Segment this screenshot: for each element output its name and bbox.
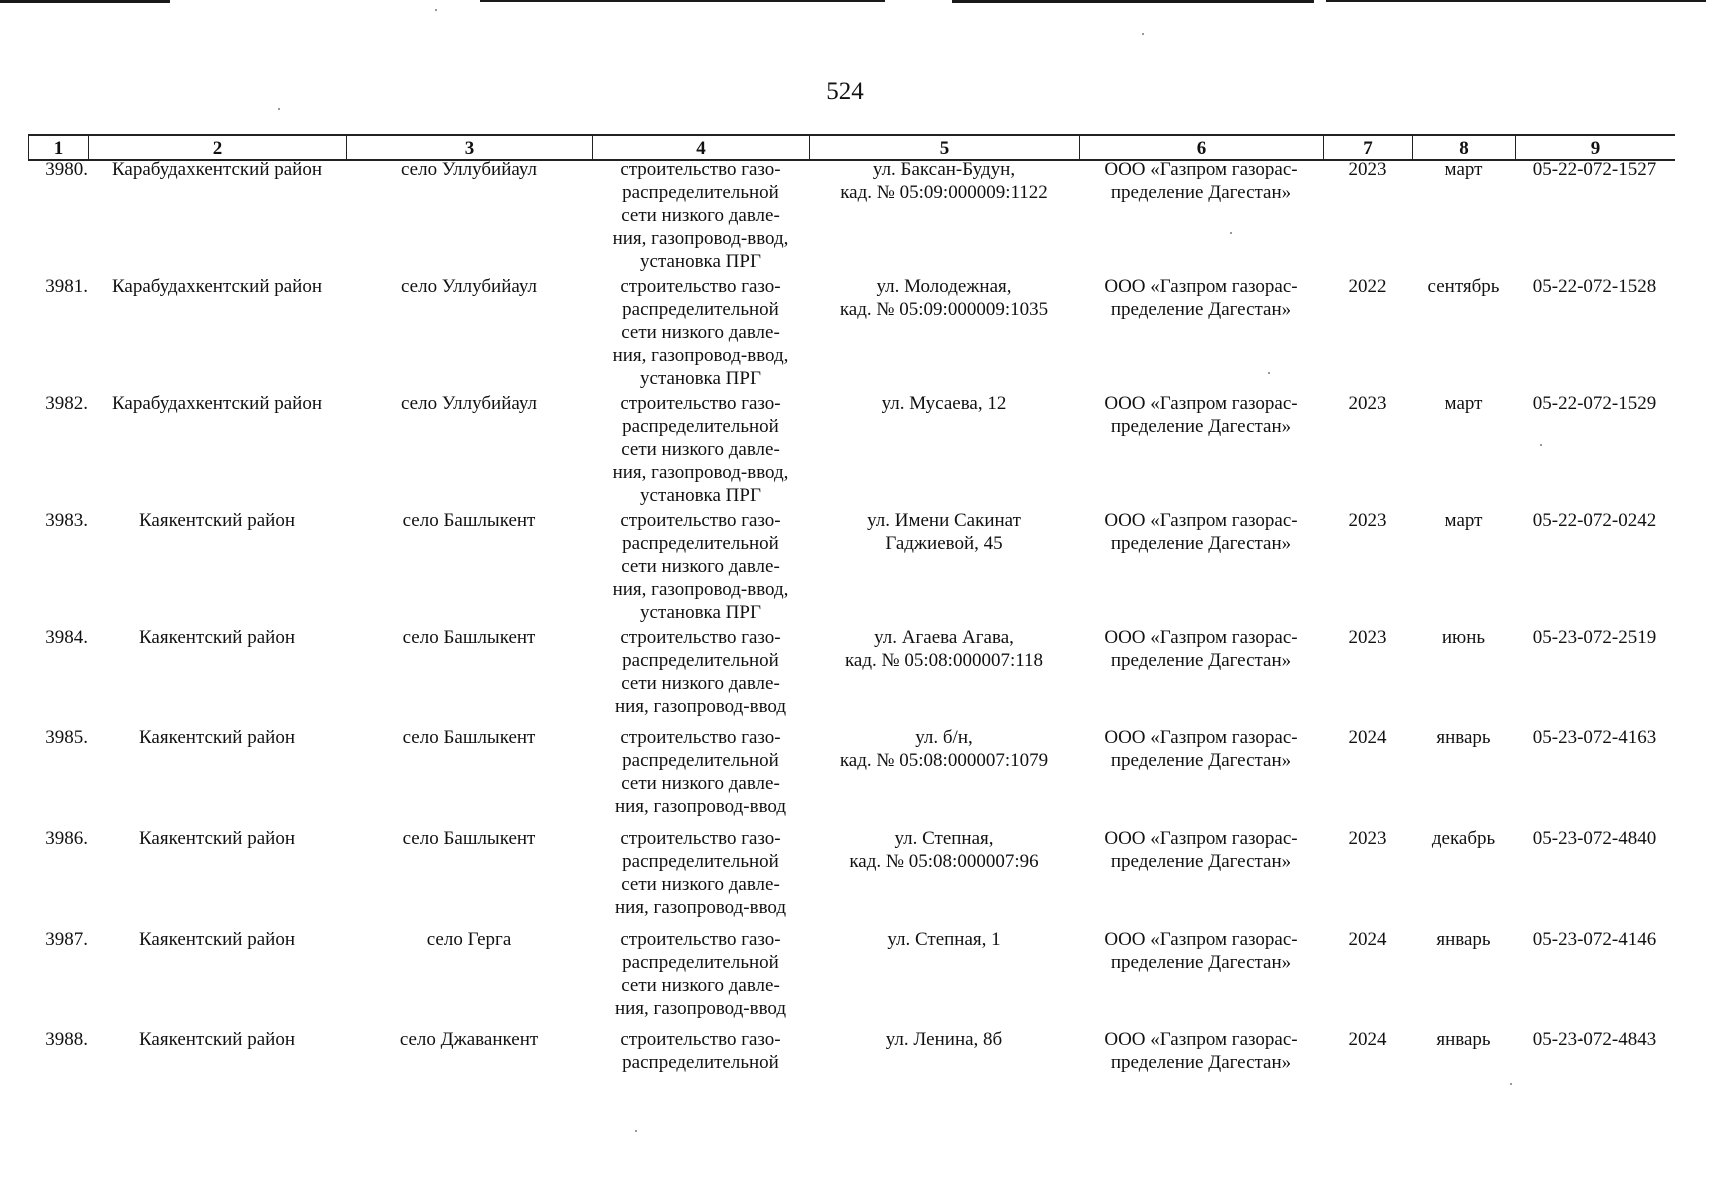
text-line: ул. Степная, bbox=[894, 828, 994, 849]
registry-code: 05-23-072-4843 bbox=[1532, 1029, 1657, 1050]
text-line: строительство газо- bbox=[620, 276, 781, 297]
text-line: пределение Дагестан» bbox=[1110, 650, 1292, 671]
text-line: ул. б/н, bbox=[915, 727, 973, 748]
registry-code: 05-22-072-1527 bbox=[1532, 159, 1657, 180]
scan-speck bbox=[1268, 372, 1270, 374]
year: 2024 bbox=[1348, 1029, 1387, 1050]
scan-speck bbox=[1230, 232, 1232, 234]
text-line: кад. № 05:09:000009:1035 bbox=[839, 299, 1049, 320]
text-line: ООО «Газпром газорас- bbox=[1104, 727, 1298, 748]
table-header bbox=[28, 134, 1675, 161]
month: январь bbox=[1436, 929, 1491, 950]
settlement: село Башлыкент bbox=[402, 627, 536, 648]
text-line: ул. Ленина, 8б bbox=[885, 1029, 1003, 1050]
text-line: установка ПРГ bbox=[640, 368, 761, 389]
organization bbox=[1079, 928, 1323, 974]
text-line: ул. Имени Сакинат bbox=[867, 510, 1021, 531]
text-line: пределение Дагестан» bbox=[1110, 952, 1292, 973]
scan-edge-mark bbox=[1326, 0, 1706, 2]
text-line: сети низкого давле- bbox=[621, 975, 780, 996]
text-line: кад. № 05:08:000007:118 bbox=[844, 650, 1044, 671]
scan-edge-mark bbox=[480, 0, 885, 2]
organization bbox=[1079, 392, 1323, 438]
address bbox=[809, 827, 1079, 873]
district: Карабудахкентский район bbox=[111, 159, 323, 180]
text-line: распределительной bbox=[622, 952, 779, 973]
address bbox=[809, 726, 1079, 772]
text-line: строительство газо- bbox=[620, 828, 781, 849]
text-line: сети низкого давле- bbox=[621, 773, 780, 794]
scan-speck bbox=[1142, 33, 1144, 35]
column-header-3: 3 bbox=[347, 136, 593, 159]
scan-edge-mark bbox=[0, 0, 170, 3]
work-description bbox=[592, 726, 809, 818]
text-line: сети низкого давле- bbox=[621, 439, 780, 460]
text-line: пределение Дагестан» bbox=[1110, 750, 1292, 771]
row-number: 3985. bbox=[45, 727, 88, 748]
address bbox=[809, 509, 1079, 555]
row-number: 3987. bbox=[45, 929, 88, 950]
text-line: сети низкого давле- bbox=[621, 556, 780, 577]
text-line: распределительной bbox=[622, 416, 779, 437]
text-line: кад. № 05:09:000009:1122 bbox=[840, 182, 1048, 203]
text-line: ул. Агаева Агава, bbox=[874, 627, 1014, 648]
organization bbox=[1079, 275, 1323, 321]
text-line: ния, газопровод-ввод bbox=[614, 998, 787, 1019]
column-header-5: 5 bbox=[810, 136, 1080, 159]
column-header-7: 7 bbox=[1324, 136, 1413, 159]
settlement: село Уллубийаул bbox=[401, 159, 537, 180]
organization bbox=[1079, 626, 1323, 672]
scan-speck bbox=[1540, 444, 1542, 446]
text-line: ООО «Газпром газорас- bbox=[1104, 828, 1298, 849]
row-number: 3983. bbox=[45, 510, 88, 531]
organization bbox=[1079, 726, 1323, 772]
text-line: сети низкого давле- bbox=[621, 205, 780, 226]
work-description bbox=[592, 1028, 809, 1074]
registry-code: 05-22-072-1528 bbox=[1532, 276, 1657, 297]
text-line: распределительной bbox=[622, 182, 779, 203]
year: 2023 bbox=[1348, 627, 1387, 648]
year: 2024 bbox=[1348, 929, 1387, 950]
month: июнь bbox=[1441, 627, 1486, 648]
text-line: Гаджиевой, 45 bbox=[885, 533, 1003, 554]
text-line: ния, газопровод-ввод bbox=[614, 796, 787, 817]
month: сентябрь bbox=[1427, 276, 1500, 297]
month: март bbox=[1444, 510, 1483, 531]
year: 2024 bbox=[1348, 727, 1387, 748]
month: январь bbox=[1436, 727, 1491, 748]
month: декабрь bbox=[1431, 828, 1496, 849]
text-line: строительство газо- bbox=[620, 627, 781, 648]
district: Каякентский район bbox=[138, 727, 295, 748]
text-line: распределительной bbox=[622, 851, 779, 872]
work-description bbox=[592, 626, 809, 718]
address bbox=[809, 392, 1079, 415]
text-line: строительство газо- bbox=[620, 929, 781, 950]
scan-speck bbox=[1510, 1083, 1512, 1085]
text-line: пределение Дагестан» bbox=[1110, 182, 1292, 203]
text-line: распределительной bbox=[622, 750, 779, 771]
text-line: ООО «Газпром газорас- bbox=[1104, 510, 1298, 531]
settlement: село Герга bbox=[426, 929, 512, 950]
text-line: ул. Степная, 1 bbox=[887, 929, 1001, 950]
row-number: 3982. bbox=[45, 393, 88, 414]
scan-speck bbox=[435, 9, 437, 11]
work-description bbox=[592, 827, 809, 919]
row-number: 3988. bbox=[45, 1029, 88, 1050]
organization bbox=[1079, 1028, 1323, 1074]
text-line: ния, газопровод-ввод, bbox=[612, 345, 789, 366]
text-line: ния, газопровод-ввод, bbox=[612, 462, 789, 483]
text-line: строительство газо- bbox=[620, 1029, 781, 1050]
text-line: ул. Баксан-Будун, bbox=[872, 159, 1016, 180]
text-line: распределительной bbox=[622, 650, 779, 671]
settlement: село Уллубийаул bbox=[401, 276, 537, 297]
settlement: село Башлыкент bbox=[402, 510, 536, 531]
text-line: кад. № 05:08:000007:96 bbox=[849, 851, 1039, 872]
text-line: строительство газо- bbox=[620, 510, 781, 531]
text-line: кад. № 05:08:000007:1079 bbox=[839, 750, 1049, 771]
text-line: ООО «Газпром газорас- bbox=[1104, 1029, 1298, 1050]
text-line: распределительной bbox=[622, 533, 779, 554]
text-line: установка ПРГ bbox=[640, 602, 761, 623]
column-header-8: 8 bbox=[1413, 136, 1516, 159]
text-line: пределение Дагестан» bbox=[1110, 851, 1292, 872]
year: 2023 bbox=[1348, 159, 1387, 180]
address bbox=[809, 928, 1079, 951]
row-number: 3984. bbox=[45, 627, 88, 648]
organization bbox=[1079, 827, 1323, 873]
column-header-9: 9 bbox=[1590, 138, 1601, 159]
text-line: пределение Дагестан» bbox=[1110, 1052, 1292, 1073]
text-line: распределительной bbox=[622, 1052, 779, 1073]
text-line: пределение Дагестан» bbox=[1110, 533, 1292, 554]
text-line: ООО «Газпром газорас- bbox=[1104, 276, 1298, 297]
work-description bbox=[592, 928, 809, 1020]
text-line: строительство газо- bbox=[620, 393, 781, 414]
registry-code: 05-23-072-4840 bbox=[1532, 828, 1657, 849]
text-line: ния, газопровод-ввод, bbox=[612, 228, 789, 249]
month: март bbox=[1444, 159, 1483, 180]
registry-code: 05-22-072-0242 bbox=[1532, 510, 1657, 531]
settlement: село Уллубийаул bbox=[401, 393, 537, 414]
text-line: строительство газо- bbox=[620, 159, 781, 180]
column-header-2: 2 bbox=[89, 136, 347, 159]
month: март bbox=[1444, 393, 1483, 414]
row-number: 3986. bbox=[45, 828, 88, 849]
column-header-6: 6 bbox=[1080, 136, 1324, 159]
text-line: пределение Дагестан» bbox=[1110, 416, 1292, 437]
year: 2023 bbox=[1348, 393, 1387, 414]
address bbox=[809, 275, 1079, 321]
text-line: ния, газопровод-ввод, bbox=[612, 579, 789, 600]
column-header-1: 1 bbox=[29, 136, 89, 159]
organization bbox=[1079, 158, 1323, 204]
text-line: ООО «Газпром газорас- bbox=[1104, 159, 1298, 180]
text-line: сети низкого давле- bbox=[621, 673, 780, 694]
text-line: ния, газопровод-ввод bbox=[614, 696, 787, 717]
work-description bbox=[592, 158, 809, 273]
text-line: ния, газопровод-ввод bbox=[614, 897, 787, 918]
text-line: установка ПРГ bbox=[640, 251, 761, 272]
registry-code: 05-22-072-1529 bbox=[1532, 393, 1657, 414]
registry-code: 05-23-072-4163 bbox=[1532, 727, 1657, 748]
district: Карабудахкентский район bbox=[111, 276, 323, 297]
text-line: сети низкого давле- bbox=[621, 322, 780, 343]
scan-speck bbox=[278, 108, 280, 110]
work-description bbox=[592, 392, 809, 507]
district: Каякентский район bbox=[138, 627, 295, 648]
scan-speck bbox=[635, 1130, 637, 1132]
row-number: 3981. bbox=[45, 276, 88, 297]
text-line: распределительной bbox=[622, 299, 779, 320]
district: Каякентский район bbox=[138, 510, 295, 531]
column-header-4: 4 bbox=[593, 136, 810, 159]
year: 2023 bbox=[1348, 510, 1387, 531]
district: Каякентский район bbox=[138, 828, 295, 849]
organization bbox=[1079, 509, 1323, 555]
work-description bbox=[592, 509, 809, 624]
text-line: ул. Молодежная, bbox=[876, 276, 1012, 297]
text-line: ООО «Газпром газорас- bbox=[1104, 393, 1298, 414]
registry-code: 05-23-072-2519 bbox=[1532, 627, 1657, 648]
settlement: село Башлыкент bbox=[402, 727, 536, 748]
text-line: строительство газо- bbox=[620, 727, 781, 748]
row-number: 3980. bbox=[45, 159, 88, 180]
text-line: пределение Дагестан» bbox=[1110, 299, 1292, 320]
settlement: село Башлыкент bbox=[402, 828, 536, 849]
month: январь bbox=[1436, 1029, 1491, 1050]
year: 2023 bbox=[1348, 828, 1387, 849]
text-line: сети низкого давле- bbox=[621, 874, 780, 895]
district: Каякентский район bbox=[138, 929, 295, 950]
address bbox=[809, 626, 1079, 672]
year: 2022 bbox=[1348, 276, 1387, 297]
district: Карабудахкентский район bbox=[111, 393, 323, 414]
text-line: ООО «Газпром газорас- bbox=[1104, 929, 1298, 950]
page-number: 524 bbox=[826, 78, 864, 105]
address bbox=[809, 1028, 1079, 1051]
text-line: ООО «Газпром газорас- bbox=[1104, 627, 1298, 648]
registry-code: 05-23-072-4146 bbox=[1532, 929, 1657, 950]
work-description bbox=[592, 275, 809, 390]
address bbox=[809, 158, 1079, 204]
district: Каякентский район bbox=[138, 1029, 295, 1050]
scan-edge-mark bbox=[952, 0, 1314, 3]
settlement: село Джаванкент bbox=[399, 1029, 539, 1050]
text-line: установка ПРГ bbox=[640, 485, 761, 506]
text-line: ул. Мусаева, 12 bbox=[881, 393, 1007, 414]
